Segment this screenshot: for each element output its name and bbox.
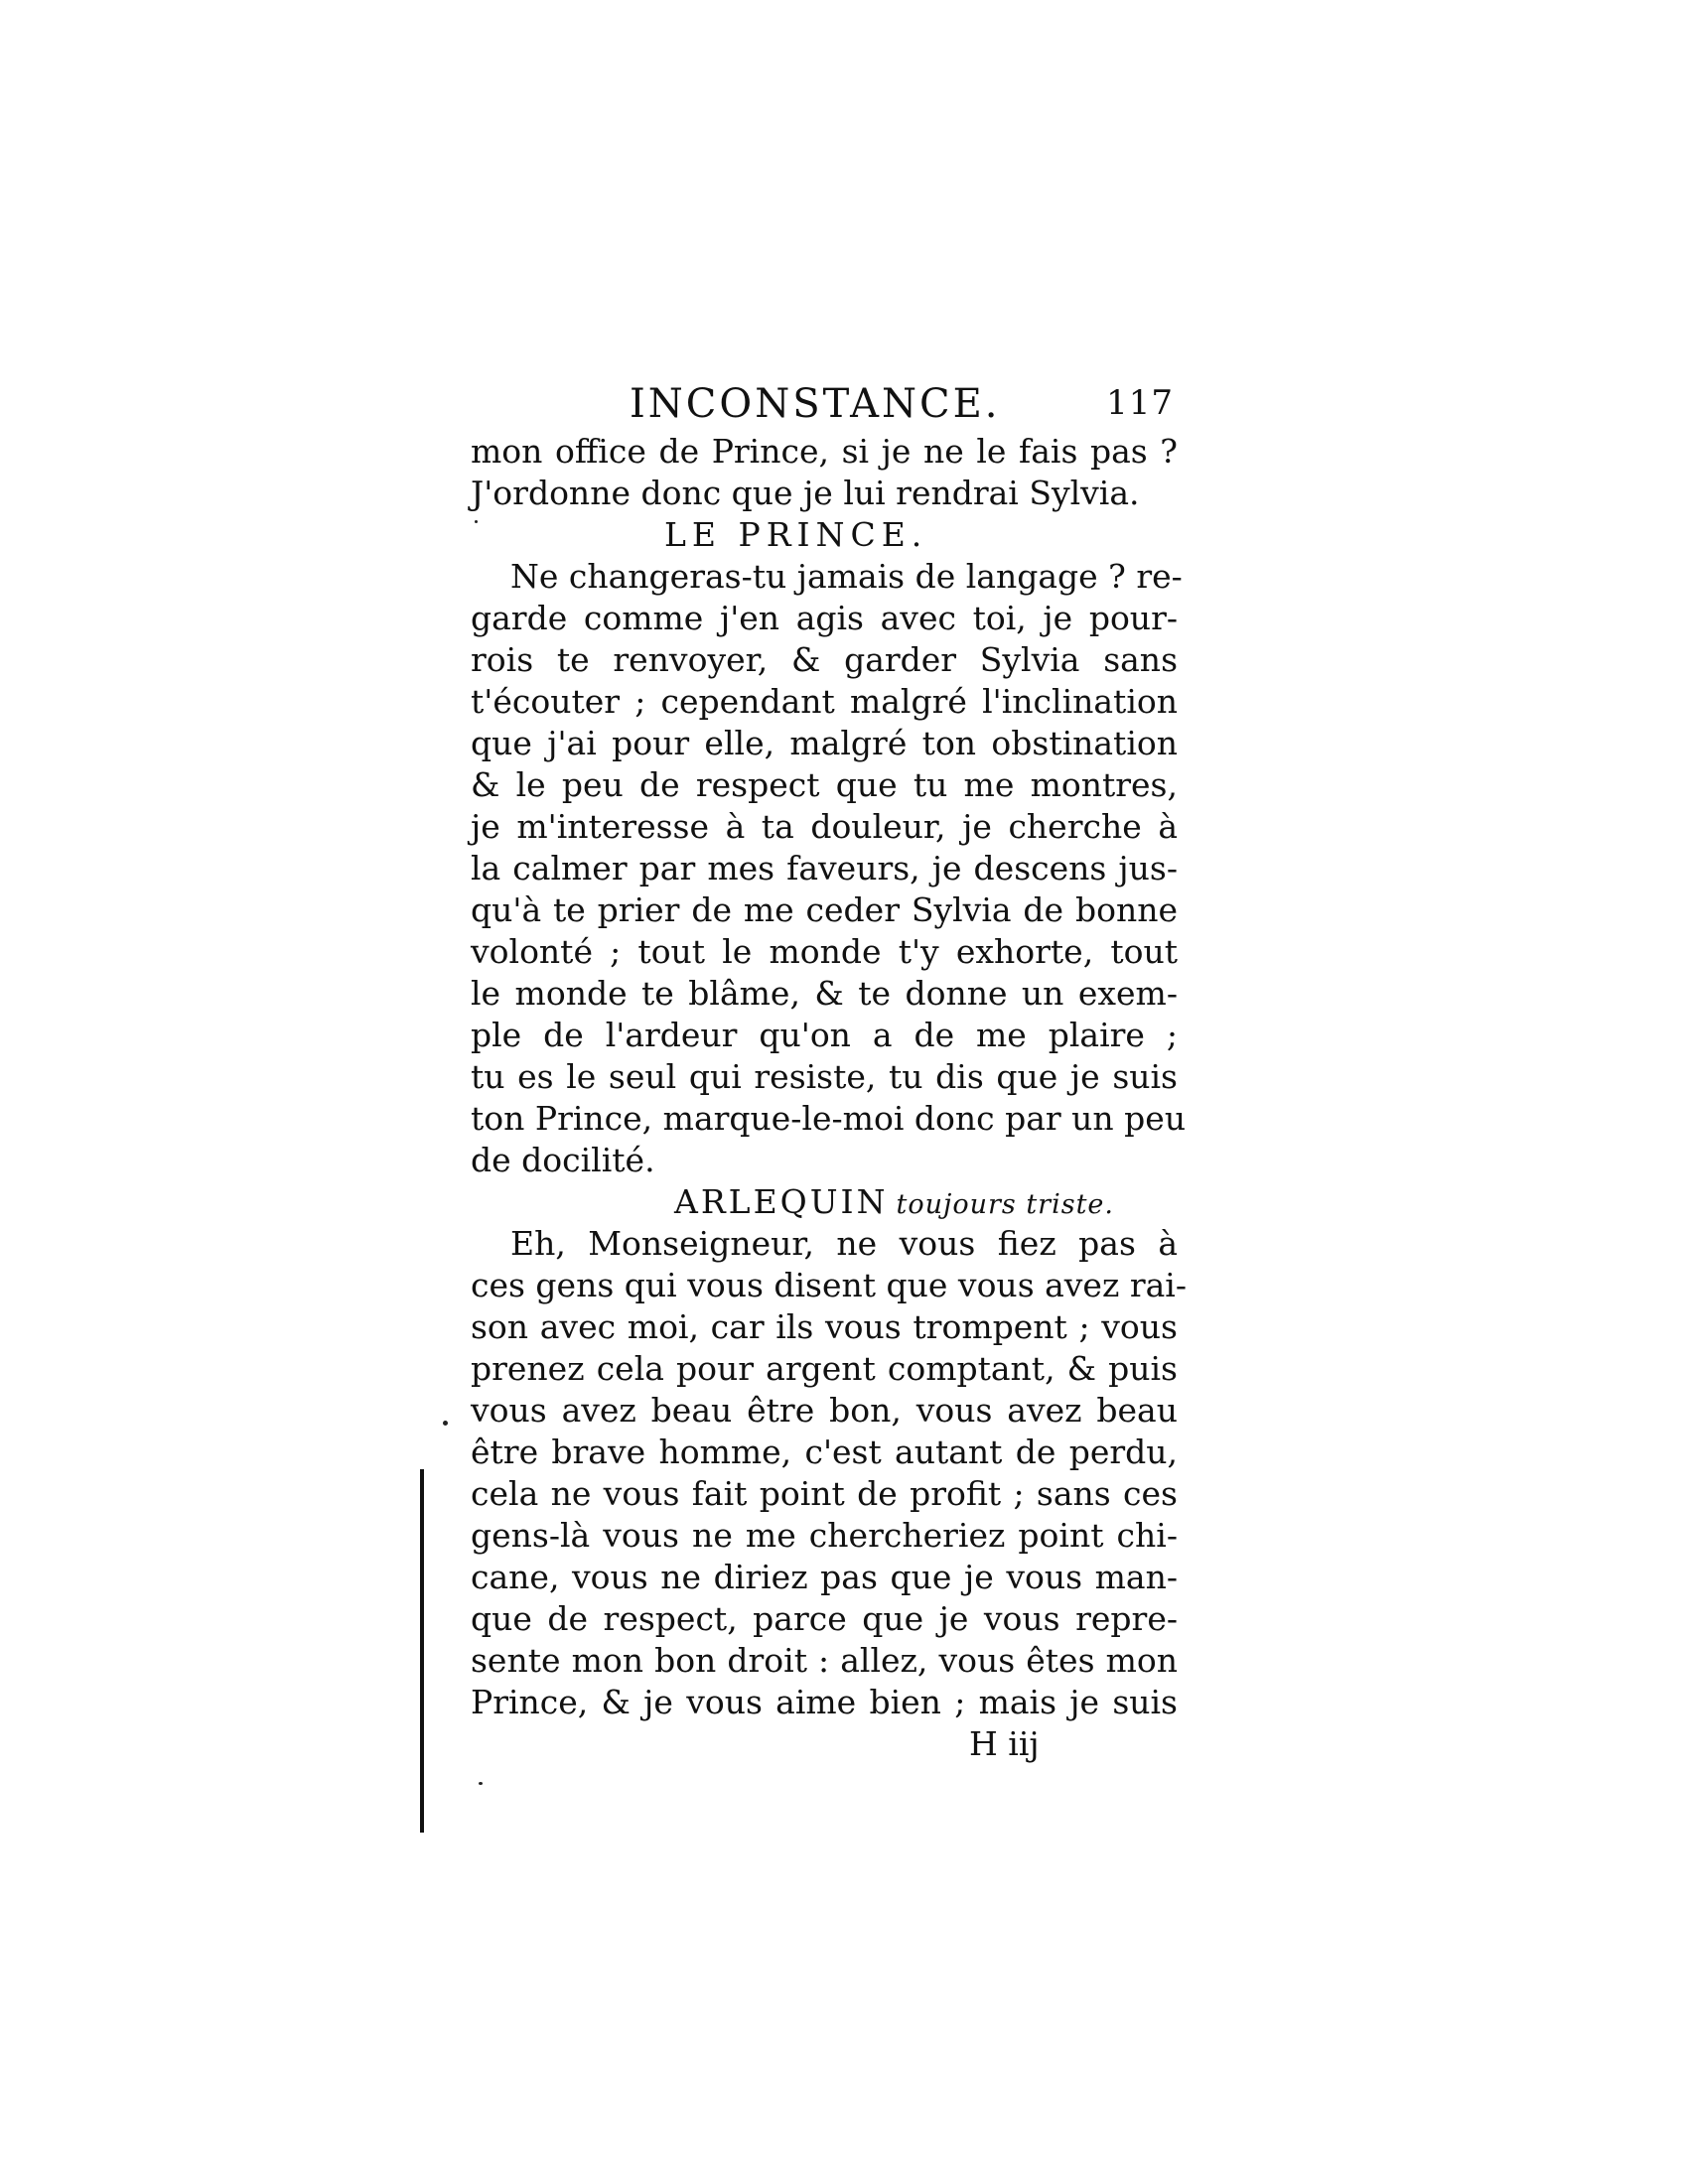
running-head bbox=[471, 381, 1178, 431]
speaker-name: ARLEQUIN bbox=[674, 1182, 889, 1221]
text-line: cane, vous ne diriez pas que je vous man- bbox=[471, 1558, 1178, 1596]
text-line: rois te renvoyer, & garder Sylvia sans bbox=[471, 640, 1178, 679]
text-line: volonté ; tout le monde t'y exhorte, tout bbox=[471, 932, 1178, 971]
text-line: qu'à te prier de me ceder Sylvia de bonne bbox=[471, 890, 1178, 929]
text-line: vous avez beau être bon, vous avez beau bbox=[471, 1391, 1178, 1430]
margin-rule bbox=[420, 1469, 424, 1833]
text-line: gens-là vous ne me chercheriez point chi- bbox=[471, 1516, 1178, 1555]
text-line: Eh, Monseigneur, ne vous fiez pas à bbox=[510, 1224, 1178, 1263]
text-line: son avec moi, car ils vous trompent ; vous bbox=[471, 1307, 1178, 1346]
text-line: la calmer par mes faveurs, je descens jus- bbox=[471, 849, 1178, 887]
text-line: de docilité. bbox=[471, 1141, 655, 1179]
running-title: INCONSTANCE. bbox=[630, 381, 1001, 427]
text-line: mon office de Prince, si je ne le fais pas ? bbox=[471, 432, 1178, 471]
speaker-name-prince: LE PRINCE. bbox=[664, 515, 928, 554]
ink-speck bbox=[479, 1782, 483, 1785]
signature-text: H iij bbox=[969, 1724, 1040, 1763]
text-line: garde comme j'en agis avec toi, je pour- bbox=[471, 599, 1178, 637]
stage-direction: toujours triste. bbox=[896, 1189, 1114, 1220]
text-line: cela ne vous fait point de profit ; sans ces bbox=[471, 1474, 1178, 1513]
text-line: sente mon bon droit : allez, vous êtes mon bbox=[471, 1641, 1178, 1680]
text-line: prenez cela pour argent comptant, & puis bbox=[471, 1349, 1178, 1388]
text-line: tu es le seul qui resiste, tu dis que je suis bbox=[471, 1057, 1178, 1096]
text-line: que j'ai pour elle, malgré ton obstination bbox=[471, 724, 1178, 762]
text-line: ces gens qui vous disent que vous avez rai- bbox=[471, 1266, 1187, 1304]
text-line: ple de l'ardeur qu'on a de me plaire ; bbox=[471, 1016, 1178, 1054]
text-line: t'écouter ; cependant malgré l'inclination bbox=[471, 682, 1178, 721]
text-line: le monde te blâme, & te donne un exem- bbox=[471, 974, 1178, 1013]
text-line: que de respect, parce que je vous repre- bbox=[471, 1599, 1178, 1638]
ink-speck bbox=[475, 520, 478, 523]
text-line: ton Prince, marque-le-moi donc par un peu bbox=[471, 1099, 1187, 1138]
text-block bbox=[471, 381, 1187, 1765]
ink-speck bbox=[443, 1421, 448, 1426]
page-number: 117 bbox=[1106, 383, 1174, 423]
text-line: Ne changeras-tu jamais de langage ? re- bbox=[510, 557, 1183, 596]
speaker-name-arlequin bbox=[471, 1181, 1178, 1223]
text-line: J'ordonne donc que je lui rendrai Sylvia. bbox=[471, 474, 1140, 512]
text-line: Prince, & je vous aime bien ; mais je suis bbox=[471, 1683, 1178, 1721]
text-line: être brave homme, c'est autant de perdu, bbox=[471, 1433, 1178, 1471]
text-line: & le peu de respect que tu me montres, bbox=[471, 765, 1178, 804]
signature-mark bbox=[471, 1723, 1178, 1765]
text-line: je m'interesse à ta douleur, je cherche à bbox=[471, 807, 1178, 846]
